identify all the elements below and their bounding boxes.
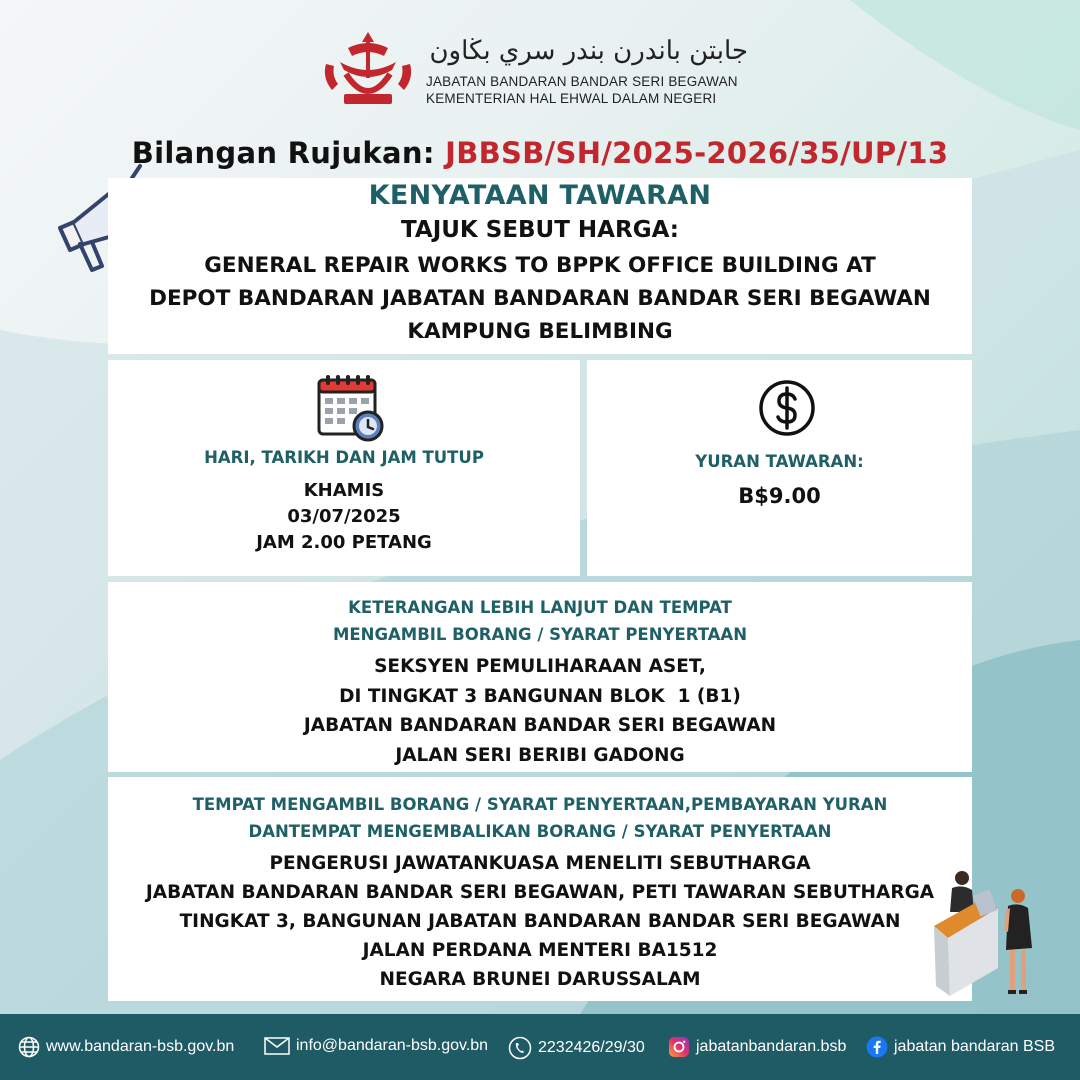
header xyxy=(318,28,758,118)
closing-panel xyxy=(108,360,580,576)
dollar-icon xyxy=(757,378,817,438)
globe-icon xyxy=(18,1036,40,1058)
closing-date: 03/07/2025 xyxy=(287,506,401,527)
calendar-clock-icon xyxy=(316,372,386,442)
ministry-name: KEMENTERIAN HAL EHWAL DALAM NEGERI xyxy=(426,91,717,106)
fee-heading: YURAN TAWARAN: xyxy=(695,452,864,471)
crest-icon xyxy=(318,28,418,110)
offer-title: KENYATAAN TAWARAN xyxy=(368,180,712,211)
facebook-icon xyxy=(866,1036,888,1058)
info-line-2: DI TINGKAT 3 BANGUNAN BLOK 1 (B1) xyxy=(339,685,741,707)
submission-line-2: JABATAN BANDARAN BANDAR SERI BEGAWAN, PETI TAWARAN SEBUTHARGA xyxy=(145,882,935,903)
footer-phone-text: 2232426/29/30 xyxy=(538,1039,645,1056)
footer xyxy=(0,1014,1080,1080)
footer-facebook-text: jabatan bandaran BSB xyxy=(894,1038,1056,1055)
info-heading-1: KETERANGAN LEBIH LANJUT DAN TEMPAT xyxy=(348,598,732,617)
submission-panel xyxy=(108,777,972,1001)
org-name: JABATAN BANDARAN BANDAR SERI BEGAWAN xyxy=(426,74,738,89)
info-line-1: SEKSYEN PEMULIHARAAN ASET, xyxy=(374,656,706,677)
submission-line-5: NEGARA BRUNEI DARUSSALAM xyxy=(379,969,701,990)
offer-line-2: DEPOT BANDARAN JABATAN BANDARAN BANDAR SERI BEGAWAN xyxy=(149,286,931,311)
phone-icon xyxy=(508,1036,532,1060)
mail-icon xyxy=(264,1036,290,1056)
closing-time: JAM 2.00 PETANG xyxy=(256,532,432,553)
fee-amount: B$9.00 xyxy=(738,484,821,508)
submission-heading-1: TEMPAT MENGAMBIL BORANG / SYARAT PENYERTAAN,PEMBAYARAN YURAN xyxy=(192,795,888,814)
fee-panel xyxy=(587,360,972,576)
info-panel xyxy=(108,582,972,772)
offer-line-1: GENERAL REPAIR WORKS TO BPPK OFFICE BUILDING AT xyxy=(204,253,876,278)
footer-email-text: info@bandaran-bsb.gov.bn xyxy=(296,1037,489,1054)
info-line-4: JALAN SERI BERIBI GADONG xyxy=(395,744,685,766)
submission-line-4: JALAN PERDANA MENTERI BA1512 xyxy=(362,940,718,961)
offer-line-3: KAMPUNG BELIMBING xyxy=(407,319,673,344)
footer-facebook[interactable] xyxy=(866,1036,1055,1058)
footer-instagram[interactable] xyxy=(668,1036,846,1058)
reference-label: Bilangan Rujukan: xyxy=(131,136,435,170)
info-heading-2: MENGAMBIL BORANG / SYARAT PENYERTAAN xyxy=(332,625,748,644)
closing-heading: HARI, TARIKH DAN JAM TUTUP xyxy=(204,448,484,467)
footer-website-text: www.bandaran-bsb.gov.bn xyxy=(46,1038,235,1055)
footer-instagram-text: jabatanbandaran.bsb xyxy=(696,1038,847,1055)
reception-illustration xyxy=(928,868,1038,1002)
submission-line-3: TINGKAT 3, BANGUNAN JABATAN BANDARAN BANDAR SERI BEGAWAN xyxy=(179,911,901,932)
footer-email[interactable] xyxy=(264,1036,488,1056)
footer-phone[interactable] xyxy=(508,1036,645,1060)
org-name-jawi: جابتن باندرن بندر سري بڬاون xyxy=(429,36,748,66)
submission-line-1: PENGERUSI JAWATANKUASA MENELITI SEBUTHARGA xyxy=(269,853,811,874)
offer-subtitle: TAJUK SEBUT HARGA: xyxy=(400,217,679,243)
closing-day: KHAMIS xyxy=(303,480,385,501)
footer-website[interactable] xyxy=(18,1036,234,1058)
info-line-3: JABATAN BANDARAN BANDAR SERI BEGAWAN xyxy=(303,715,777,736)
offer-panel xyxy=(108,178,972,354)
instagram-icon xyxy=(668,1036,690,1058)
reference-value: JBBSB/SH/2025-2026/35/UP/13 xyxy=(445,136,949,170)
submission-heading-2: DANTEMPAT MENGEMBALIKAN BORANG / SYARAT PENYERTAAN xyxy=(248,822,832,841)
